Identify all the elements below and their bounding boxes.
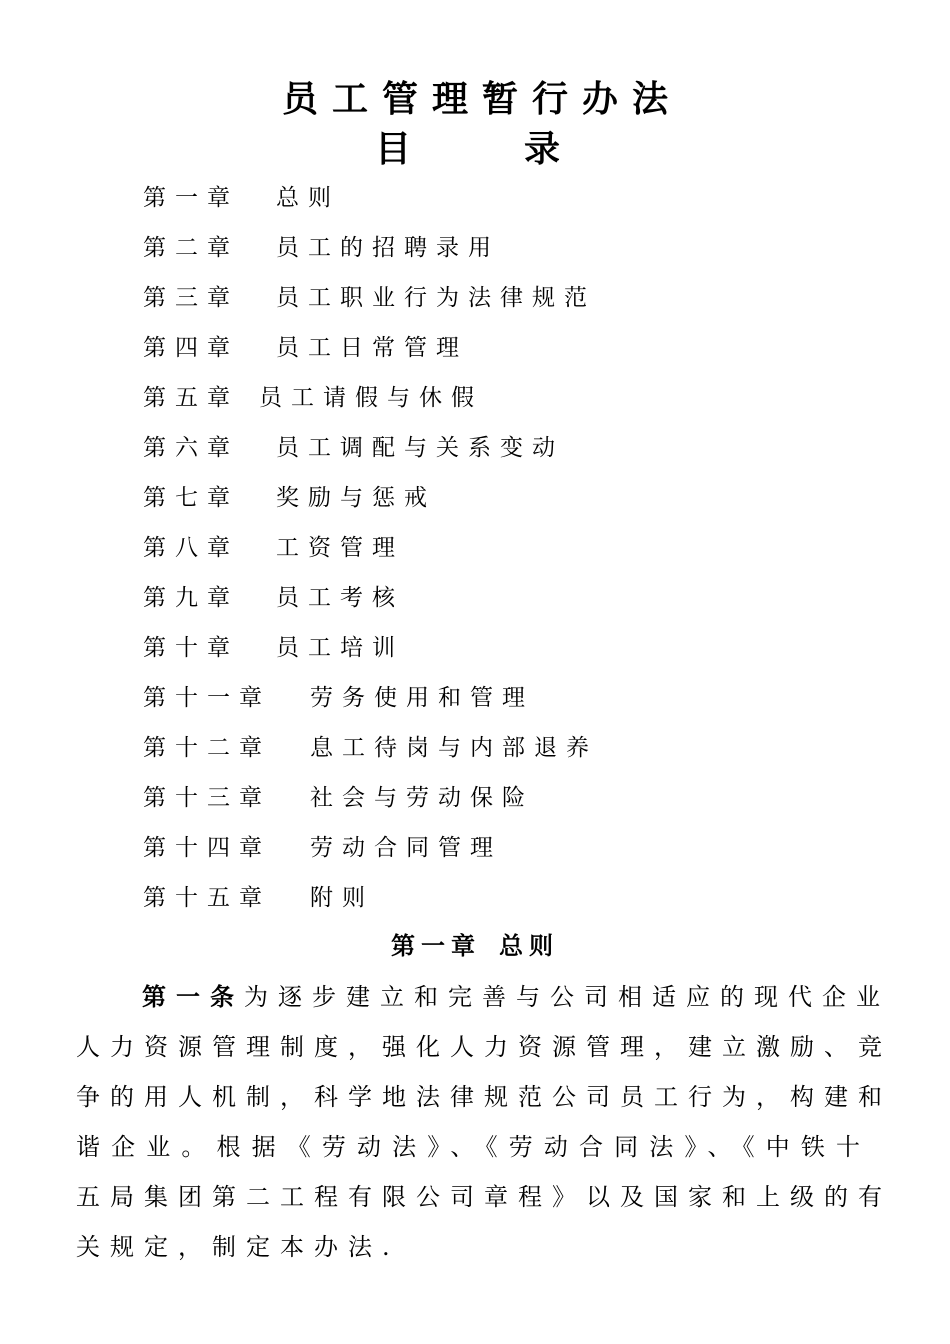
- toc-chapter-number: 第七章: [143, 485, 239, 511]
- toc-chapter-number: 第二章: [143, 235, 239, 261]
- toc-item: [0, 573, 950, 623]
- toc-chapter-number: 第五章: [143, 385, 239, 411]
- paragraph-line: 关规定，制定本办法.: [76, 1233, 400, 1261]
- toc-chapter-number: 第八章: [143, 535, 239, 561]
- toc-item: [0, 723, 950, 773]
- toc-chapter-title: 员工职业行为法律规范: [276, 285, 596, 311]
- toc-chapter-number: 第三章: [143, 285, 239, 311]
- toc-chapter-title: 奖励与惩戒: [276, 485, 436, 511]
- toc-item: [0, 873, 950, 923]
- toc-chapter-number: 第十四章: [143, 835, 271, 861]
- paragraph-line: [76, 972, 890, 1022]
- paragraph-line: 五局集团第二工程有限公司章程》以及国家和上级的有: [76, 1183, 892, 1211]
- toc-chapter-number: 第十二章: [143, 735, 271, 761]
- toc-chapter-number: 第六章: [143, 435, 239, 461]
- toc-heading-right: 录: [524, 129, 561, 170]
- toc-chapter-number: 第十一章: [143, 685, 271, 711]
- toc-chapter-title: 员工考核: [276, 585, 404, 611]
- toc-chapter-number: 第十三章: [143, 785, 271, 811]
- toc-chapter-title: 劳动合同管理: [310, 835, 502, 861]
- toc-chapter-title: 总则: [276, 185, 340, 211]
- toc-chapter-title: 员工的招聘录用: [276, 235, 500, 261]
- paragraph-line: 人力资源管理制度，强化人力资源管理，建立激励、竞: [76, 1033, 892, 1061]
- toc-item: [0, 823, 950, 873]
- toc-item: [0, 773, 950, 823]
- toc-item: [0, 473, 950, 523]
- toc-chapter-title: 劳务使用和管理: [310, 685, 534, 711]
- article-paragraph: [76, 972, 892, 1272]
- toc-item: [0, 423, 950, 473]
- toc-item: [0, 373, 950, 423]
- toc-chapter-number: 第十五章: [143, 885, 271, 911]
- article-label: 第一条: [142, 983, 244, 1011]
- toc-chapter-title: 工资管理: [276, 535, 404, 561]
- chapter-heading-title: 总则: [499, 932, 559, 960]
- toc-item: [0, 273, 950, 323]
- paragraph-line: 争的用人机制，科学地法律规范公司员工行为，构建和: [76, 1083, 892, 1111]
- toc-item: [0, 673, 950, 723]
- toc-item: [0, 323, 950, 373]
- toc-chapter-number: 第九章: [143, 585, 239, 611]
- toc-chapter-number: 第一章: [143, 185, 239, 211]
- toc-chapter-number: 第四章: [143, 335, 239, 361]
- toc-chapter-title: 员工培训: [276, 635, 404, 661]
- toc-heading-left: 目: [375, 129, 412, 170]
- toc-chapter-title: 员工调配与关系变动: [276, 435, 564, 461]
- document-title: 员工管理暂行办法: [281, 79, 682, 120]
- toc-item: [0, 173, 950, 223]
- toc-chapter-title: 员工请假与休假: [259, 385, 483, 411]
- toc-item: [0, 623, 950, 673]
- article-text: 为逐步建立和完善与公司相适应的现代企业: [244, 983, 890, 1011]
- chapter-heading-number: 第一章: [391, 932, 481, 960]
- chapter-heading: [0, 921, 950, 971]
- toc-chapter-number: 第十章: [143, 635, 239, 661]
- toc-item: [0, 523, 950, 573]
- toc-chapter-title: 员工日常管理: [276, 335, 468, 361]
- toc-chapter-title: 社会与劳动保险: [310, 785, 534, 811]
- table-of-contents: [0, 173, 950, 923]
- toc-chapter-title: 息工待岗与内部退养: [310, 735, 598, 761]
- toc-chapter-title: 附则: [310, 885, 374, 911]
- paragraph-line: 谐企业。根据《劳动法》、《劳动合同法》、《中铁十: [76, 1133, 870, 1161]
- toc-item: [0, 223, 950, 273]
